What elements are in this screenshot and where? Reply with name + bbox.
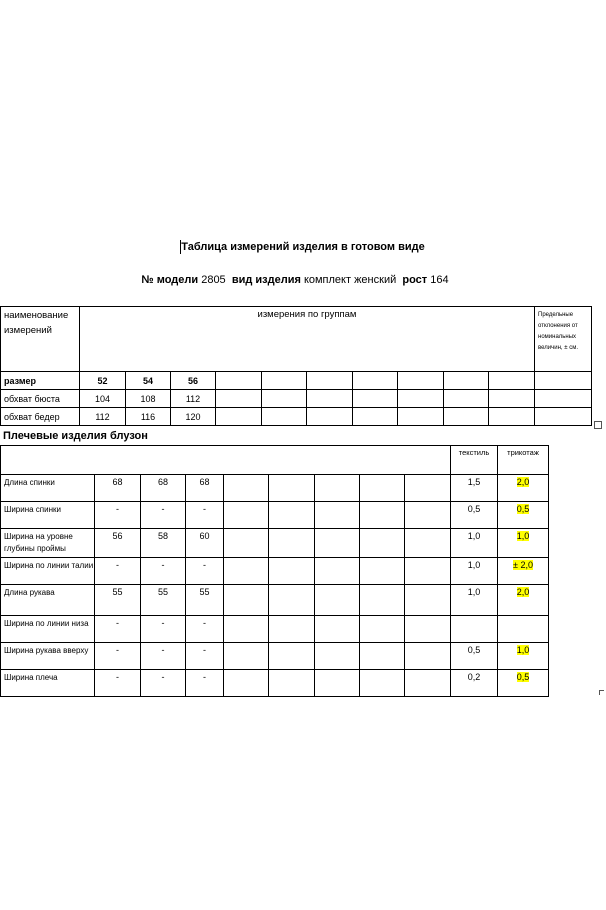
value-cell: 112 [171, 390, 216, 408]
value-cell: 116 [126, 408, 171, 426]
type-label: вид изделия [231, 274, 301, 286]
empty-cell [224, 670, 269, 697]
row-label: Ширина плеча [1, 670, 95, 697]
empty-cell [360, 643, 405, 670]
table-row [1, 585, 549, 616]
size-cell: 56 [171, 372, 216, 390]
empty-cell [315, 643, 360, 670]
empty-cell [269, 558, 315, 585]
empty-cell [315, 616, 360, 643]
knit-header: трикотаж [498, 446, 549, 475]
row-label: Ширина по линии низа [1, 616, 95, 643]
value-cell: - [95, 502, 141, 529]
empty-cell [224, 643, 269, 670]
model-value: 2805 [201, 274, 226, 286]
size-label: размер [1, 372, 80, 390]
empty-cell [405, 585, 451, 616]
empty-cell [269, 529, 315, 558]
value-cell: - [141, 502, 186, 529]
value-cell: - [95, 643, 141, 670]
value-cell: - [141, 643, 186, 670]
knit-value [498, 616, 549, 643]
knit-value-text: 1,0 [516, 645, 530, 655]
value-cell: 68 [141, 475, 186, 502]
textile-value: 0,5 [451, 502, 498, 529]
table-row [1, 475, 549, 502]
measurements-table [0, 306, 592, 426]
value-cell: - [141, 670, 186, 697]
name-header: наименование измерений [1, 307, 80, 372]
empty-cell [224, 529, 269, 558]
table-header-row [1, 446, 549, 475]
value-cell: - [95, 616, 141, 643]
size-cell: 54 [126, 372, 171, 390]
value-cell: 120 [171, 408, 216, 426]
value-cell: 60 [186, 529, 224, 558]
value-cell: - [95, 670, 141, 697]
table-row [1, 643, 549, 670]
knit-value-text: 0,5 [516, 504, 530, 514]
value-cell: - [141, 616, 186, 643]
empty-cell [405, 502, 451, 529]
empty-cell [405, 558, 451, 585]
value-cell: - [95, 558, 141, 585]
textile-value: 0,2 [451, 670, 498, 697]
row-label: Длина рукава [1, 585, 95, 616]
knit-value [498, 670, 549, 697]
textile-value: 1,0 [451, 529, 498, 558]
row-label: обхват бюста [1, 390, 80, 408]
row-label: Ширина рукава вверху [1, 643, 95, 670]
value-cell: - [186, 616, 224, 643]
row-label: Ширина на уровне глубины проймы [1, 529, 95, 558]
groups-header: измерения по группам [80, 307, 535, 372]
table-header-row [1, 307, 592, 372]
knit-value [498, 585, 549, 616]
row-label: Длина спинки [1, 475, 95, 502]
empty-cell [360, 616, 405, 643]
value-cell: 68 [95, 475, 141, 502]
size-cell: 52 [80, 372, 126, 390]
value-cell: - [186, 670, 224, 697]
knit-value-text: 0,5 [516, 672, 530, 682]
empty-cell [405, 643, 451, 670]
deviation-header: Предельные отклонения от номинальных величин, ± см. [535, 307, 592, 372]
knit-value [498, 529, 549, 558]
empty-cell [224, 558, 269, 585]
section-title: Плечевые изделия блузон [3, 430, 148, 442]
value-cell: 112 [80, 408, 126, 426]
knit-value [498, 475, 549, 502]
table-corner-mark [599, 690, 604, 695]
row-label: Ширина спинки [1, 502, 95, 529]
type-value: комплект женский [303, 274, 397, 286]
table-resize-handle[interactable] [594, 421, 602, 429]
value-cell: 108 [126, 390, 171, 408]
empty-cell [405, 529, 451, 558]
document-title: Таблица измерений изделия в готовом виде [181, 241, 425, 253]
model-info-line [0, 274, 590, 286]
table-row [1, 616, 549, 643]
empty-cell [315, 529, 360, 558]
empty-cell [269, 502, 315, 529]
value-cell: 55 [95, 585, 141, 616]
textile-header: текстиль [451, 446, 498, 475]
textile-value: 1,0 [451, 558, 498, 585]
value-cell: - [186, 643, 224, 670]
empty-cell [315, 502, 360, 529]
empty-cell [360, 475, 405, 502]
knit-value-text: 2,0 [516, 587, 530, 597]
table-row [1, 390, 592, 408]
value-cell: 56 [95, 529, 141, 558]
textile-value: 0,5 [451, 643, 498, 670]
height-value: 164 [430, 274, 449, 286]
empty-cell [269, 475, 315, 502]
value-cell: 55 [186, 585, 224, 616]
empty-cell [269, 616, 315, 643]
value-cell: - [141, 558, 186, 585]
empty-cell [315, 558, 360, 585]
empty-cell [269, 643, 315, 670]
empty-cell [224, 616, 269, 643]
textile-value: 1,5 [451, 475, 498, 502]
knit-value-text: 1,0 [516, 531, 530, 541]
table-row [1, 502, 549, 529]
textile-value [451, 616, 498, 643]
empty-cell [315, 670, 360, 697]
empty-cell [315, 475, 360, 502]
empty-cell [360, 670, 405, 697]
empty-cell [405, 616, 451, 643]
size-row [1, 372, 592, 390]
value-cell: 58 [141, 529, 186, 558]
table-row [1, 558, 549, 585]
textile-value: 1,0 [451, 585, 498, 616]
knit-value [498, 558, 549, 585]
value-cell: 55 [141, 585, 186, 616]
value-cell: 104 [80, 390, 126, 408]
empty-cell [315, 585, 360, 616]
model-label: № модели [141, 274, 199, 286]
empty-cell [360, 558, 405, 585]
empty-cell [405, 475, 451, 502]
table-row [1, 670, 549, 697]
empty-cell [405, 670, 451, 697]
height-label: рост [402, 274, 428, 286]
table-row [1, 529, 549, 558]
empty-cell [360, 529, 405, 558]
empty-cell [269, 585, 315, 616]
knit-value-text: ± 2,0 [513, 560, 533, 570]
empty-cell [224, 502, 269, 529]
knit-value [498, 643, 549, 670]
row-label: Ширина по линии талии [1, 558, 95, 585]
value-cell: 68 [186, 475, 224, 502]
knit-value-text: 2,0 [516, 477, 530, 487]
table-row [1, 408, 592, 426]
shoulder-items-table [0, 445, 549, 697]
empty-cell [269, 670, 315, 697]
value-cell: - [186, 502, 224, 529]
value-cell: - [186, 558, 224, 585]
empty-cell [224, 585, 269, 616]
row-label: обхват бедер [1, 408, 80, 426]
empty-cell [360, 502, 405, 529]
empty-cell [224, 475, 269, 502]
empty-cell [360, 585, 405, 616]
knit-value [498, 502, 549, 529]
